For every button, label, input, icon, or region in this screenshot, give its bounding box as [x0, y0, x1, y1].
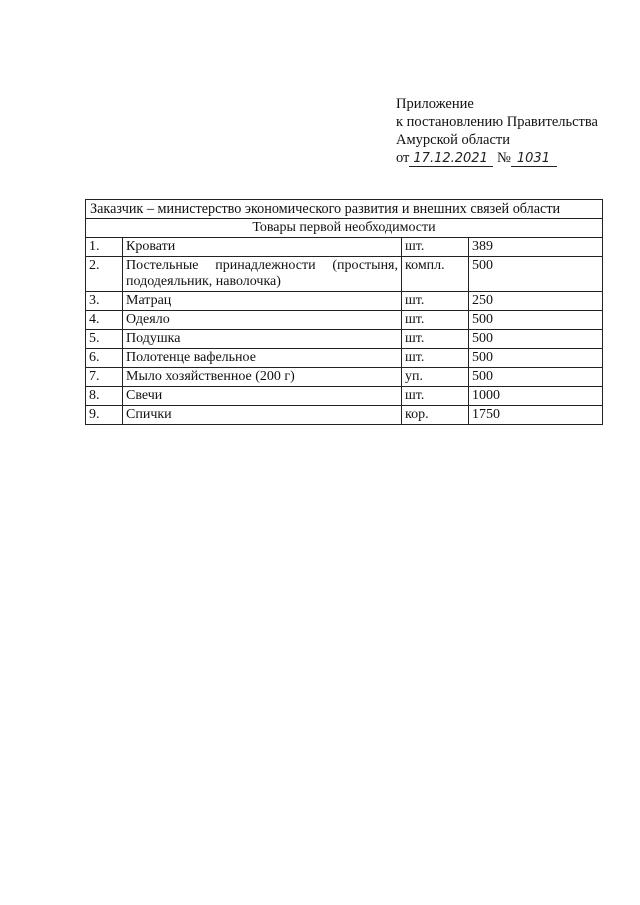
table-row [86, 406, 603, 425]
goods-table [85, 199, 603, 425]
item-quantity: 500 [469, 330, 603, 349]
item-quantity: 1000 [469, 387, 603, 406]
item-quantity: 389 [469, 238, 603, 257]
table-subtitle-row [86, 219, 603, 238]
appendix-header [396, 95, 598, 167]
appendix-label: Приложение [396, 96, 474, 112]
item-name: Подушка [123, 330, 402, 349]
item-name: Одеяло [123, 311, 402, 330]
table-row [86, 387, 603, 406]
row-number: 2. [86, 257, 123, 292]
table-row [86, 238, 603, 257]
item-unit: шт. [402, 292, 469, 311]
item-unit: шт. [402, 238, 469, 257]
table-row [86, 368, 603, 387]
customer-title: Заказчик – министерство экономического развития и внешних связей области [86, 200, 603, 219]
item-unit: шт. [402, 311, 469, 330]
date-prefix: от [396, 150, 410, 166]
row-number: 6. [86, 349, 123, 368]
item-quantity: 1750 [469, 406, 603, 425]
decree-reference: к постановлению Правительства [396, 114, 598, 130]
row-number: 1. [86, 238, 123, 257]
table-row [86, 311, 603, 330]
item-unit: компл. [402, 257, 469, 292]
item-quantity: 500 [469, 257, 603, 292]
date-number-line [396, 149, 598, 167]
item-unit: шт. [402, 330, 469, 349]
handwritten-date: 17.12.2021 [409, 151, 493, 167]
item-unit: кор. [402, 406, 469, 425]
number-prefix: № [497, 150, 511, 166]
table-row [86, 330, 603, 349]
table-row [86, 292, 603, 311]
item-name: Постельные принадлежности (простыня, пододеяльник, наволочка) [123, 257, 402, 292]
table-title-row [86, 200, 603, 219]
row-number: 3. [86, 292, 123, 311]
item-name: Матрац [123, 292, 402, 311]
item-unit: шт. [402, 349, 469, 368]
item-unit: шт. [402, 387, 469, 406]
handwritten-number: 1031 [511, 151, 557, 167]
row-number: 7. [86, 368, 123, 387]
region-name: Амурской области [396, 132, 510, 148]
item-unit: уп. [402, 368, 469, 387]
row-number: 8. [86, 387, 123, 406]
item-quantity: 500 [469, 311, 603, 330]
row-number: 5. [86, 330, 123, 349]
item-quantity: 500 [469, 368, 603, 387]
row-number: 9. [86, 406, 123, 425]
item-name: Мыло хозяйственное (200 г) [123, 368, 402, 387]
table-row [86, 257, 603, 292]
item-name: Спички [123, 406, 402, 425]
goods-category-title: Товары первой необходимости [86, 219, 603, 238]
item-quantity: 250 [469, 292, 603, 311]
table-row [86, 349, 603, 368]
row-number: 4. [86, 311, 123, 330]
item-quantity: 500 [469, 349, 603, 368]
item-name: Кровати [123, 238, 402, 257]
item-name: Свечи [123, 387, 402, 406]
item-name: Полотенце вафельное [123, 349, 402, 368]
